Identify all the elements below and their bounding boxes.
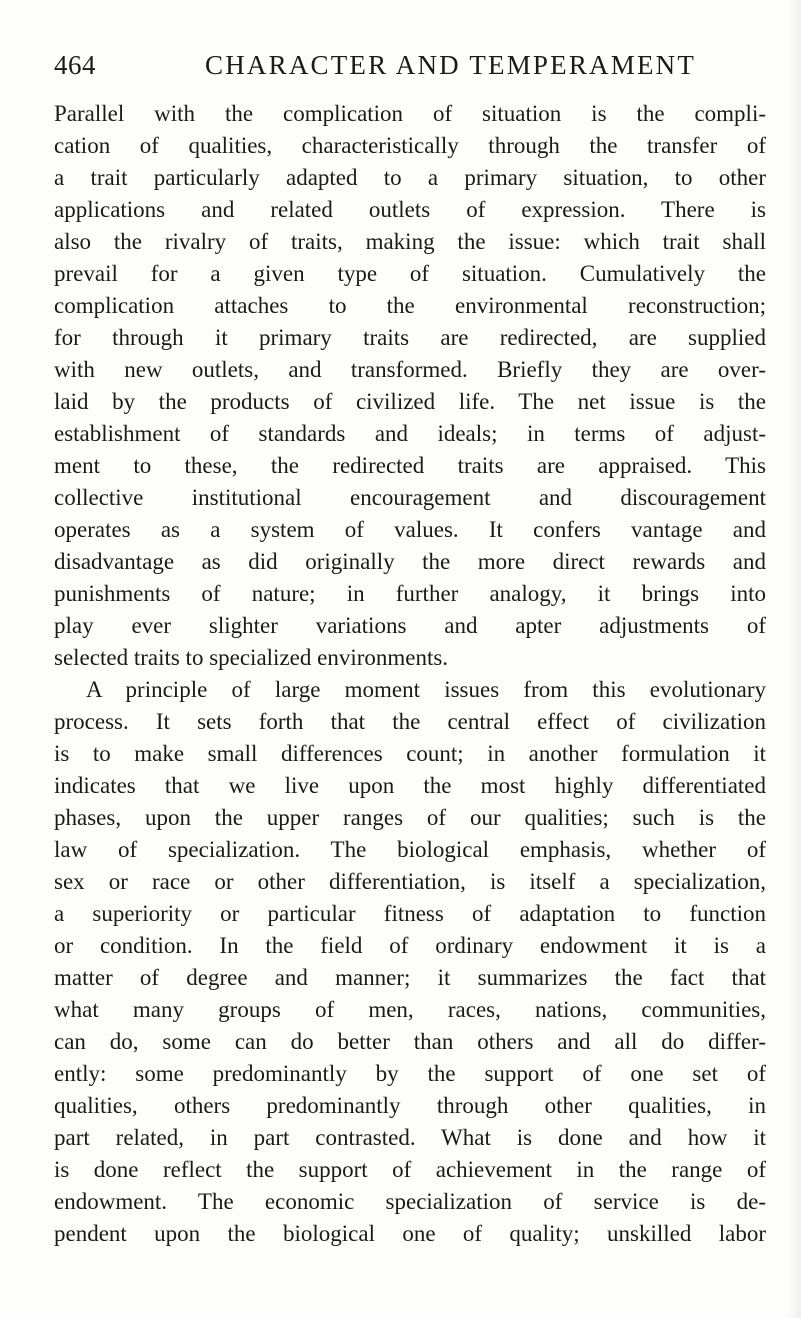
text-line: phases, upon the upper ranges of our qualities; such is the (54, 805, 766, 830)
text-line: A principle of large moment issues from this evolutionary (86, 677, 766, 702)
text-line: disadvantage as did originally the more direct rewards and (54, 549, 766, 574)
text-line: a superiority or particular fitness of adaptation to function (54, 901, 766, 926)
text-line: operates as a system of values. It confers vantage and (54, 517, 766, 542)
text-line: law of specialization. The biological emphasis, whether of (54, 837, 766, 862)
text-line: collective institutional encouragement and discouragement (54, 485, 766, 510)
text-line: for through it primary traits are redirected, are supplied (54, 325, 766, 350)
text-line: also the rivalry of traits, making the issue: which trait shall (54, 229, 766, 254)
running-title: CHARACTER AND TEMPERAMENT (205, 50, 697, 80)
text-line: Parallel with the complication of situation is the compli- (54, 101, 766, 126)
text-line: complication attaches to the environmental reconstruction; (54, 293, 766, 318)
text-line: establishment of standards and ideals; in terms of adjust- (54, 421, 766, 446)
text-line: ment to these, the redirected traits are appraised. This (54, 453, 766, 478)
text-line: endowment. The economic specialization of service is de- (54, 1189, 766, 1214)
text-line: pendent upon the biological one of quality; unskilled labor (54, 1221, 766, 1246)
text-line: is to make small differences count; in another formulation it (54, 741, 766, 766)
text-line: ently: some predominantly by the support of one set of (54, 1061, 766, 1086)
text-line: is done reflect the support of achievement in the range of (54, 1157, 766, 1182)
running-head (54, 50, 774, 90)
text-line: part related, in part contrasted. What is done and how it (54, 1125, 766, 1150)
text-line: or condition. In the field of ordinary endowment it is a (54, 933, 766, 958)
text-line: punishments of nature; in further analogy, it brings into (54, 581, 766, 606)
text-line: process. It sets forth that the central effect of civilization (54, 709, 766, 734)
text-line: with new outlets, and transformed. Briefly they are over- (54, 357, 766, 382)
text-line: prevail for a given type of situation. Cumulatively the (54, 261, 766, 286)
text-line: can do, some can do better than others and all do differ- (54, 1029, 766, 1054)
text-line: play ever slighter variations and apter adjustments of (54, 613, 766, 638)
page-edge-shadow (787, 0, 801, 1318)
text-line: applications and related outlets of expression. There is (54, 197, 766, 222)
text-line: indicates that we live upon the most highly differentiated (54, 773, 766, 798)
page-number: 464 (54, 50, 96, 80)
text-line: matter of degree and manner; it summarizes the fact that (54, 965, 766, 990)
text-line: what many groups of men, races, nations, communities, (54, 997, 766, 1022)
text-line: cation of qualities, characteristically through the transfer of (54, 133, 766, 158)
text-line: qualities, others predominantly through other qualities, in (54, 1093, 766, 1118)
text-line: sex or race or other differentiation, is itself a specialization, (54, 869, 766, 894)
text-line: selected traits to specialized environments. (54, 645, 449, 670)
text-line: laid by the products of civilized life. The net issue is the (54, 389, 766, 414)
body-text (54, 98, 766, 1250)
text-line: a trait particularly adapted to a primary situation, to other (54, 165, 766, 190)
